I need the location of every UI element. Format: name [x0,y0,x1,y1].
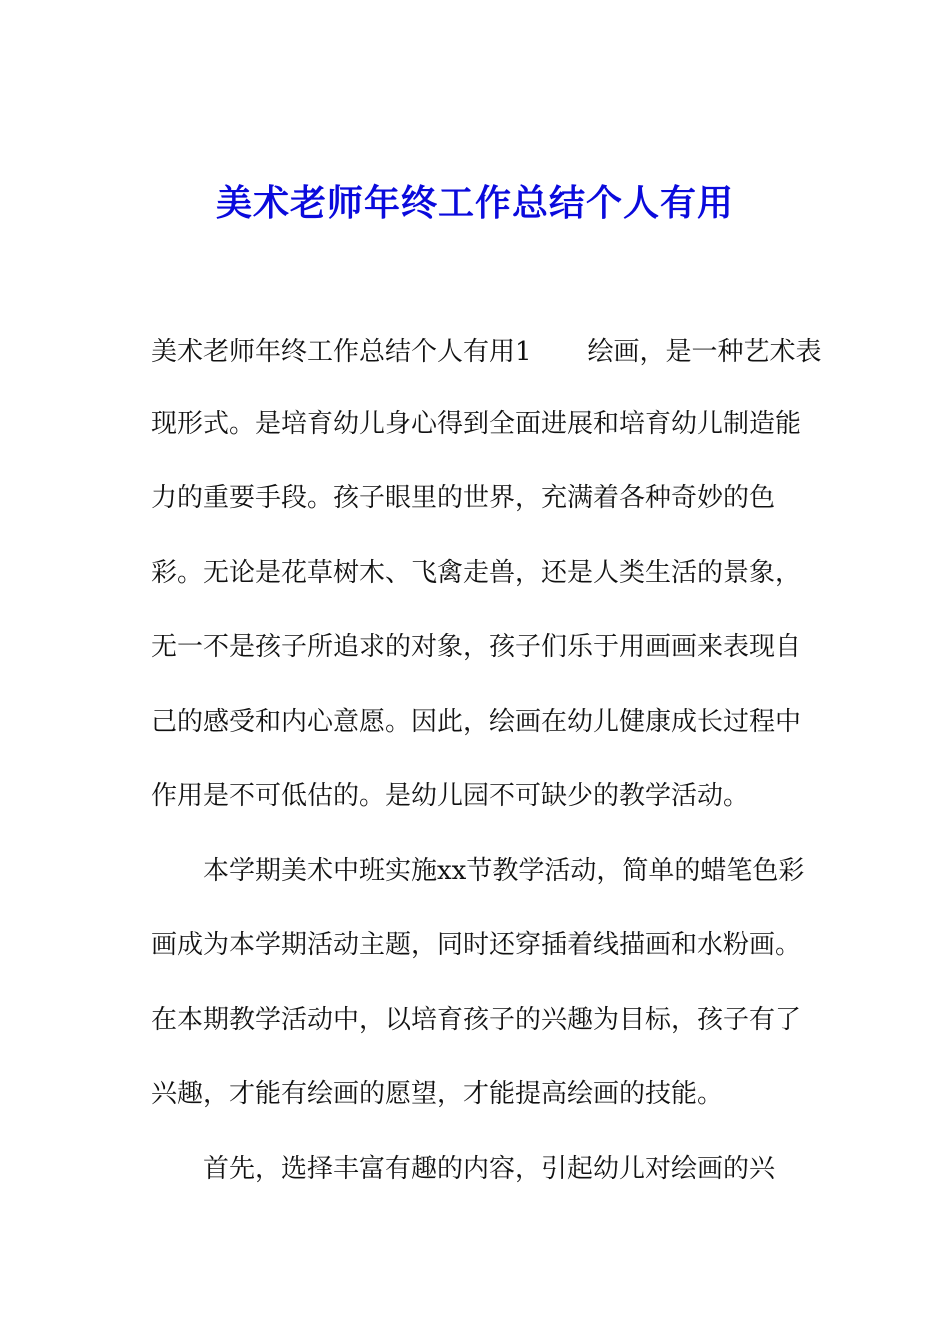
body-line-12: 首先，选择丰富有趣的内容，引起幼儿对绘画的兴 [203,1154,776,1184]
body-line-7: 作用是不可低估的。是幼儿园不可缺少的教学活动。 [151,781,750,811]
body-line-4: 彩。无论是花草树木、飞禽走兽，还是人类生活的景象， [151,558,802,588]
body-line-10: 在本期教学活动中，以培育孩子的兴趣为目标，孩子有了 [151,1005,802,1035]
paragraph-text: 绘画，是一种艺术表 [587,337,822,367]
body-line-9: 画成为本学期活动主题，同时还穿插着线描画和水粉画。 [151,930,802,960]
body-line-6: 己的感受和内心意愿。因此，绘画在幼儿健康成长过程中 [151,707,802,737]
body-line-2: 现形式。是培育幼儿身心得到全面进展和培育幼儿制造能 [151,409,802,439]
section-heading: 美术老师年终工作总结个人有用1 [151,337,532,367]
body-line-5: 无一不是孩子所追求的对象，孩子们乐于用画画来表现自 [151,632,802,662]
body-line-1 [151,332,822,372]
body-line-8: 本学期美术中班实施xx节教学活动，简单的蜡笔色彩 [203,856,805,886]
body-line-11: 兴趣，才能有绘画的愿望，才能提高绘画的技能。 [151,1079,724,1109]
document-title: 美术老师年终工作总结个人有用 [215,182,734,224]
body-line-3: 力的重要手段。孩子眼里的世界，充满着各种奇妙的色 [151,483,776,513]
